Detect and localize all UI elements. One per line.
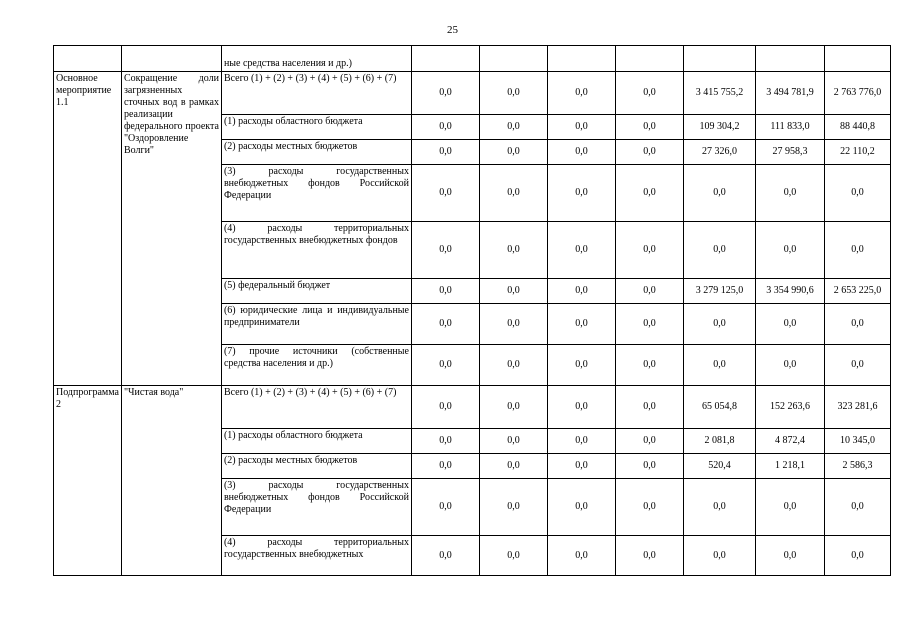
value-cell (683, 46, 755, 72)
value-cell: 88 440,8 (824, 115, 890, 140)
name-cell: "Чистая вода" (121, 386, 221, 576)
value-cell: 27 958,3 (755, 140, 824, 165)
value-cell: 109 304,2 (683, 115, 755, 140)
source-cell: (2) расходы местных бюджетов (221, 140, 411, 165)
value-cell: 0,0 (615, 115, 683, 140)
value-cell: 0,0 (547, 304, 615, 345)
source-cell: Всего (1) + (2) + (3) + (4) + (5) + (6) + (7) (221, 386, 411, 429)
value-cell: 0,0 (755, 479, 824, 536)
value-cell: 520,4 (683, 454, 755, 479)
value-cell: 3 354 990,6 (755, 279, 824, 304)
budget-table (53, 45, 891, 576)
value-cell: 0,0 (411, 72, 479, 115)
value-cell: 0,0 (615, 140, 683, 165)
value-cell: 323 281,6 (824, 386, 890, 429)
value-cell: 0,0 (615, 386, 683, 429)
value-cell: 0,0 (479, 345, 547, 386)
value-cell: 0,0 (824, 536, 890, 576)
table-row (54, 72, 891, 115)
value-cell: 0,0 (824, 479, 890, 536)
value-cell: 0,0 (615, 536, 683, 576)
table-row (54, 46, 891, 72)
value-cell: 0,0 (683, 304, 755, 345)
value-cell: 0,0 (615, 279, 683, 304)
value-cell: 0,0 (615, 429, 683, 454)
value-cell: 27 326,0 (683, 140, 755, 165)
value-cell: 2 081,8 (683, 429, 755, 454)
value-cell: 0,0 (615, 345, 683, 386)
value-cell (755, 46, 824, 72)
value-cell: 0,0 (615, 304, 683, 345)
value-cell: 0,0 (479, 454, 547, 479)
code-cell (54, 46, 122, 72)
value-cell: 3 279 125,0 (683, 279, 755, 304)
value-cell: 0,0 (479, 165, 547, 222)
source-cell: (3) расходы государственных внебюджетных фондов Российской Федерации (221, 479, 411, 536)
value-cell: 3 415 755,2 (683, 72, 755, 115)
code-cell: Основное мероприятие 1.1 (54, 72, 122, 386)
value-cell: 0,0 (755, 222, 824, 279)
value-cell: 0,0 (479, 72, 547, 115)
source-cell: (3) расходы государственных внебюджетных фондов Российской Федерации (221, 165, 411, 222)
value-cell: 22 110,2 (824, 140, 890, 165)
value-cell: 0,0 (479, 222, 547, 279)
value-cell: 0,0 (547, 279, 615, 304)
value-cell: 0,0 (411, 222, 479, 279)
value-cell: 3 494 781,9 (755, 72, 824, 115)
value-cell: 0,0 (479, 304, 547, 345)
value-cell: 0,0 (547, 115, 615, 140)
value-cell: 0,0 (411, 279, 479, 304)
value-cell: 0,0 (547, 345, 615, 386)
value-cell: 0,0 (615, 165, 683, 222)
value-cell: 0,0 (755, 536, 824, 576)
source-cell: (7) прочие источники (собственные средства населения и др.) (221, 345, 411, 386)
source-cell: (4) расходы территориальных государственных внебюджетных (221, 536, 411, 576)
value-cell: 0,0 (547, 140, 615, 165)
value-cell: 0,0 (824, 345, 890, 386)
value-cell: 0,0 (479, 479, 547, 536)
value-cell: 2 763 776,0 (824, 72, 890, 115)
name-cell: Сокращение доли загрязненных сточных вод в рамках реализации федерального проекта "Оздоровление Волги" (121, 72, 221, 386)
value-cell (479, 46, 547, 72)
source-cell: (2) расходы местных бюджетов (221, 454, 411, 479)
value-cell: 0,0 (615, 72, 683, 115)
value-cell (615, 46, 683, 72)
value-cell: 0,0 (479, 429, 547, 454)
source-cell: (1) расходы областного бюджета (221, 429, 411, 454)
value-cell: 0,0 (411, 115, 479, 140)
value-cell: 0,0 (824, 304, 890, 345)
value-cell: 1 218,1 (755, 454, 824, 479)
value-cell: 0,0 (411, 304, 479, 345)
value-cell: 0,0 (547, 72, 615, 115)
value-cell: 2 653 225,0 (824, 279, 890, 304)
value-cell: 0,0 (479, 386, 547, 429)
value-cell: 0,0 (547, 165, 615, 222)
value-cell: 0,0 (683, 222, 755, 279)
value-cell: 0,0 (824, 222, 890, 279)
value-cell: 0,0 (755, 345, 824, 386)
page-number: 25 (447, 24, 458, 36)
value-cell: 0,0 (411, 140, 479, 165)
value-cell: 2 586,3 (824, 454, 890, 479)
value-cell: 0,0 (824, 165, 890, 222)
value-cell: 0,0 (615, 222, 683, 279)
value-cell: 0,0 (411, 479, 479, 536)
table-body (54, 46, 891, 576)
value-cell: 0,0 (411, 386, 479, 429)
value-cell: 0,0 (411, 165, 479, 222)
code-cell: Подпрограмма 2 (54, 386, 122, 576)
value-cell: 0,0 (411, 429, 479, 454)
value-cell: 0,0 (683, 345, 755, 386)
source-cell: (1) расходы областного бюджета (221, 115, 411, 140)
source-cell: (4) расходы территориальных государственных внебюджетных фондов (221, 222, 411, 279)
value-cell: 0,0 (547, 386, 615, 429)
source-cell: ные средства населения и др.) (221, 46, 411, 72)
value-cell: 152 263,6 (755, 386, 824, 429)
value-cell: 0,0 (683, 479, 755, 536)
value-cell (547, 46, 615, 72)
value-cell: 0,0 (547, 222, 615, 279)
source-cell: (6) юридические лица и индивидуальные предприниматели (221, 304, 411, 345)
value-cell: 0,0 (615, 454, 683, 479)
value-cell: 0,0 (547, 454, 615, 479)
value-cell: 0,0 (683, 536, 755, 576)
value-cell: 10 345,0 (824, 429, 890, 454)
value-cell: 0,0 (411, 536, 479, 576)
value-cell: 0,0 (479, 536, 547, 576)
value-cell: 0,0 (755, 304, 824, 345)
table-row (54, 386, 891, 429)
value-cell: 0,0 (547, 536, 615, 576)
value-cell: 65 054,8 (683, 386, 755, 429)
source-cell: Всего (1) + (2) + (3) + (4) + (5) + (6) + (7) (221, 72, 411, 115)
value-cell: 4 872,4 (755, 429, 824, 454)
name-cell (121, 46, 221, 72)
source-cell: (5) федеральный бюджет (221, 279, 411, 304)
value-cell (824, 46, 890, 72)
value-cell: 111 833,0 (755, 115, 824, 140)
value-cell: 0,0 (479, 279, 547, 304)
value-cell: 0,0 (479, 115, 547, 140)
value-cell: 0,0 (547, 479, 615, 536)
value-cell: 0,0 (755, 165, 824, 222)
value-cell: 0,0 (479, 140, 547, 165)
value-cell: 0,0 (547, 429, 615, 454)
value-cell: 0,0 (411, 454, 479, 479)
value-cell: 0,0 (615, 479, 683, 536)
value-cell (411, 46, 479, 72)
value-cell: 0,0 (683, 165, 755, 222)
value-cell: 0,0 (411, 345, 479, 386)
